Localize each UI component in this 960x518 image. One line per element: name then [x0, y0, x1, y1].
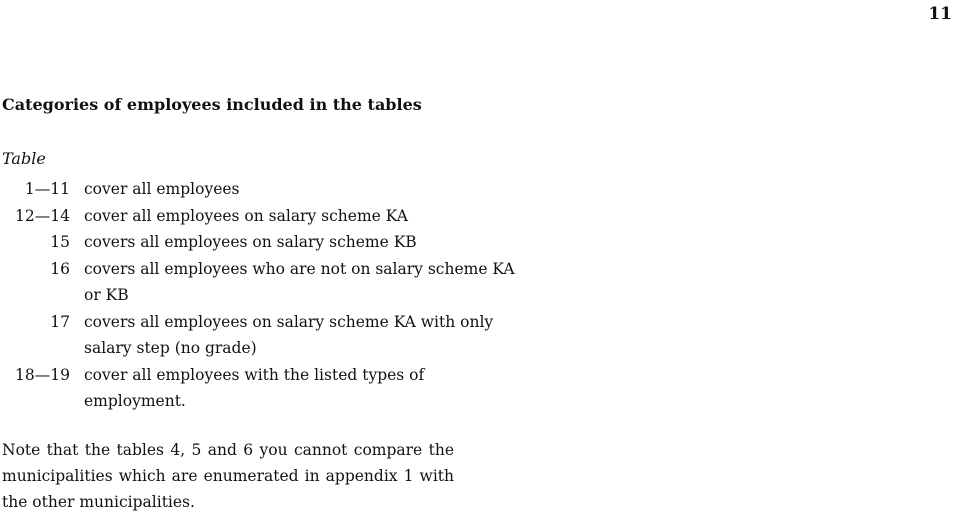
- category-description: covers all employees on salary scheme KA with only salary step (no grade): [84, 312, 494, 357]
- category-description: cover all employees: [84, 180, 240, 198]
- table-column-label: Table: [2, 149, 46, 168]
- table-range: 12—14: [15, 206, 70, 225]
- footnote: Note that the tables 4, 5 and 6 you cannot compare the municipalities which are enumerated in appendix 1 with the other municipalities.: [2, 441, 454, 511]
- table-range: 16: [50, 259, 70, 278]
- list-item: [0, 256, 620, 309]
- list-item: [0, 309, 620, 362]
- table-range: 15: [50, 233, 70, 251]
- category-description: cover all employees on salary scheme KA: [84, 206, 408, 225]
- table-range: 17: [50, 312, 70, 331]
- category-description: cover all employees with the listed types of employment.: [84, 365, 425, 410]
- category-description: covers all employees who are not on salary scheme KA or KB: [84, 259, 515, 304]
- list-item: [0, 229, 620, 256]
- category-list: [0, 176, 620, 415]
- category-description: covers all employees on salary scheme KB: [84, 233, 417, 251]
- section-heading: Categories of employees included in the tables: [2, 95, 422, 114]
- table-range: 18—19: [15, 365, 70, 384]
- page-number: 11: [928, 4, 952, 24]
- table-range: 1—11: [24, 180, 70, 198]
- list-item: [0, 362, 620, 415]
- list-item: [0, 203, 620, 230]
- list-item: [0, 176, 620, 203]
